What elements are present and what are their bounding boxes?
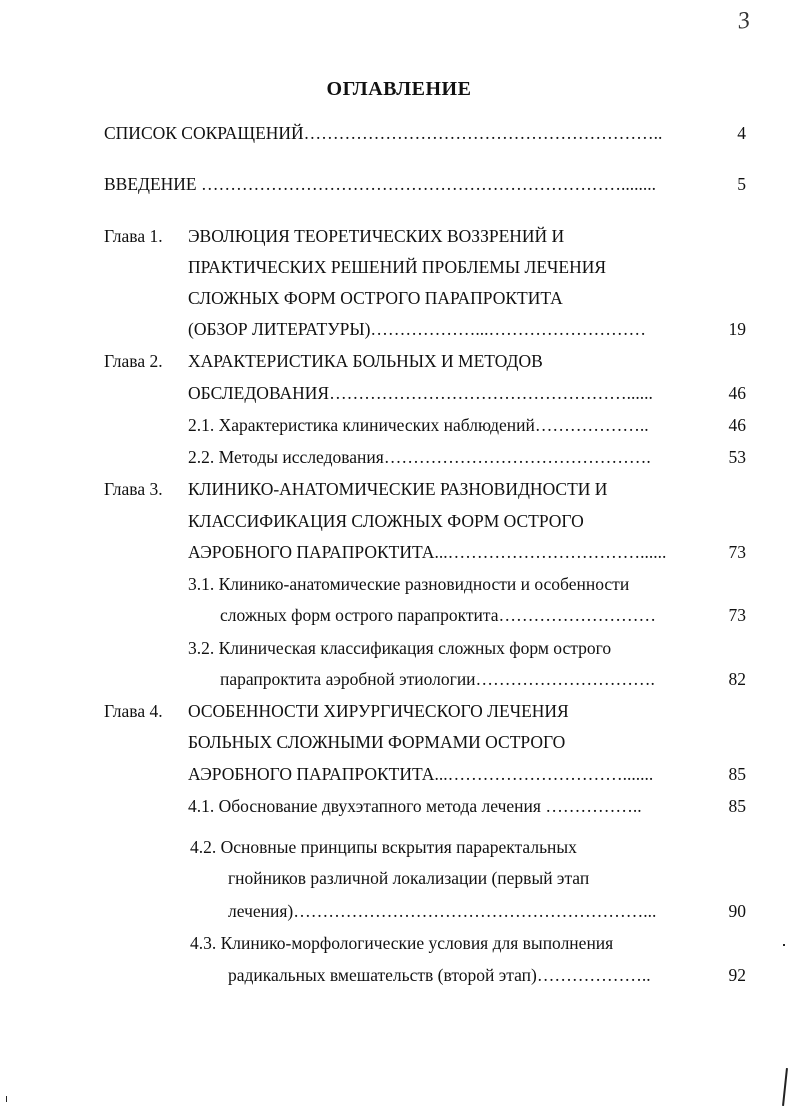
chapter-label: Глава 4. bbox=[104, 701, 163, 721]
toc-entry-text: ХАРАКТЕРИСТИКА БОЛЬНЫХ И МЕТОДОВ bbox=[188, 351, 543, 371]
chapter-label: Глава 2. bbox=[104, 351, 163, 371]
toc-entry-text: радикальных вмешательств (второй этап)……………….. bbox=[228, 965, 651, 985]
toc-page-number: 90 bbox=[728, 901, 746, 921]
toc-entry-text: АЭРОБНОГО ПАРАПРОКТИТА...…………………………....... bbox=[188, 764, 654, 784]
toc-entry-text: СПИСОК СОКРАЩЕНИЙ…………………………………………………….. bbox=[104, 123, 663, 143]
toc-entry-text: КЛАССИФИКАЦИЯ СЛОЖНЫХ ФОРМ ОСТРОГО bbox=[188, 511, 584, 531]
toc-page-number: 4 bbox=[737, 123, 746, 143]
page-title: ОГЛАВЛЕНИЕ bbox=[326, 78, 472, 100]
toc-page-number: 92 bbox=[728, 965, 746, 985]
toc-page-number: 46 bbox=[728, 415, 746, 435]
toc-entry-section-2-1 bbox=[188, 414, 649, 436]
toc-page-number: 19 bbox=[728, 319, 746, 339]
toc-entry-continuation bbox=[228, 867, 589, 889]
toc-entry-text: СЛОЖНЫХ ФОРМ ОСТРОГО ПАРАПРОКТИТА bbox=[188, 288, 563, 308]
toc-entry-chapter-2 bbox=[188, 350, 543, 372]
toc-page-number: 73 bbox=[728, 605, 746, 625]
scan-artifact-dot bbox=[6, 1096, 7, 1102]
toc-entry-section-3-2 bbox=[188, 637, 611, 659]
toc-entry-text: сложных форм острого парапроктита……………………… bbox=[220, 605, 657, 625]
toc-entry-text: 4.2. Основные принципы вскрытия параректальных bbox=[190, 837, 577, 857]
toc-entry-text: ЭВОЛЮЦИЯ ТЕОРЕТИЧЕСКИХ ВОЗЗРЕНИЙ И bbox=[188, 226, 565, 246]
toc-entry-text: КЛИНИКО-АНАТОМИЧЕСКИЕ РАЗНОВИДНОСТИ И bbox=[188, 479, 608, 499]
toc-entry-continuation bbox=[188, 541, 666, 563]
toc-entry-continuation bbox=[188, 287, 563, 309]
toc-entry-text: 4.3. Клинико-морфологические условия для выполнения bbox=[190, 933, 614, 953]
toc-entry-text: ПРАКТИЧЕСКИХ РЕШЕНИЙ ПРОБЛЕМЫ ЛЕЧЕНИЯ bbox=[188, 257, 607, 277]
scan-artifact-dot bbox=[783, 944, 785, 946]
toc-entry-chapter-1 bbox=[188, 225, 564, 247]
toc-entry-continuation bbox=[188, 731, 565, 753]
toc-entry-chapter-3 bbox=[188, 478, 607, 500]
toc-entry-text: ОБСЛЕДОВАНИЯ……………………………………………...... bbox=[188, 383, 653, 403]
toc-entry-continuation bbox=[188, 318, 646, 340]
toc-entry-text: ВВЕДЕНИЕ ………………………………………………………………........ bbox=[104, 174, 657, 194]
toc-entry-continuation bbox=[228, 900, 656, 922]
toc-entry-text: лечения)……………………………………………………... bbox=[228, 901, 657, 921]
toc-entry-continuation bbox=[188, 382, 653, 404]
chapter-label: Глава 3. bbox=[104, 479, 163, 499]
toc-entry-text: парапроктита аэробной этиологии…………………………. bbox=[220, 669, 655, 689]
toc-entry-section-2-2 bbox=[188, 446, 651, 468]
toc-entry-continuation bbox=[188, 256, 606, 278]
toc-entry-text: 3.2. Клиническая классификация сложных форм острого bbox=[188, 638, 612, 658]
toc-entry-text: АЭРОБНОГО ПАРАПРОКТИТА...……………………………...... bbox=[188, 542, 667, 562]
toc-entry-text: 4.1. Обоснование двухэтапного метода лечения …………….. bbox=[188, 796, 642, 816]
toc-page-number: 73 bbox=[728, 542, 746, 562]
toc-entry-text: (ОБЗОР ЛИТЕРАТУРЫ)………………...……………………… bbox=[188, 319, 647, 339]
toc-entry-section-4-1 bbox=[188, 795, 642, 817]
toc-entry-continuation bbox=[220, 668, 655, 690]
toc-entry-text: БОЛЬНЫХ СЛОЖНЫМИ ФОРМАМИ ОСТРОГО bbox=[188, 732, 566, 752]
toc-entry-section-3-1 bbox=[188, 573, 629, 595]
toc-page-number: 85 bbox=[728, 764, 746, 784]
toc-page-number: 85 bbox=[728, 796, 746, 816]
handwritten-page-number: 3 bbox=[736, 7, 752, 35]
toc-entry-text: ОСОБЕННОСТИ ХИРУРГИЧЕСКОГО ЛЕЧЕНИЯ bbox=[188, 701, 569, 721]
toc-page-number: 82 bbox=[728, 669, 746, 689]
toc-entry-text: гнойников различной локализации (первый этап bbox=[228, 868, 590, 888]
toc-entry-continuation bbox=[188, 763, 653, 785]
toc-entry-section-4-2 bbox=[190, 836, 577, 858]
toc-entry-abbreviations bbox=[104, 122, 662, 144]
toc-entry-continuation bbox=[228, 964, 651, 986]
toc-entry-introduction bbox=[104, 173, 656, 195]
scan-artifact-line bbox=[782, 1068, 788, 1106]
toc-page-number: 46 bbox=[728, 383, 746, 403]
toc-page-number: 53 bbox=[728, 447, 746, 467]
toc-entry-continuation bbox=[220, 604, 656, 626]
toc-page-number: 5 bbox=[737, 174, 746, 194]
toc-entry-text: 2.1. Характеристика клинических наблюдений……………….. bbox=[188, 415, 649, 435]
toc-entry-continuation bbox=[188, 510, 584, 532]
toc-entry-section-4-3 bbox=[190, 932, 613, 954]
chapter-label: Глава 1. bbox=[104, 226, 163, 246]
toc-entry-text: 2.2. Методы исследования………………………………………. bbox=[188, 447, 651, 467]
toc-entry-text: 3.1. Клинико-анатомические разновидности и особенности bbox=[188, 574, 630, 594]
toc-entry-chapter-4 bbox=[188, 700, 569, 722]
